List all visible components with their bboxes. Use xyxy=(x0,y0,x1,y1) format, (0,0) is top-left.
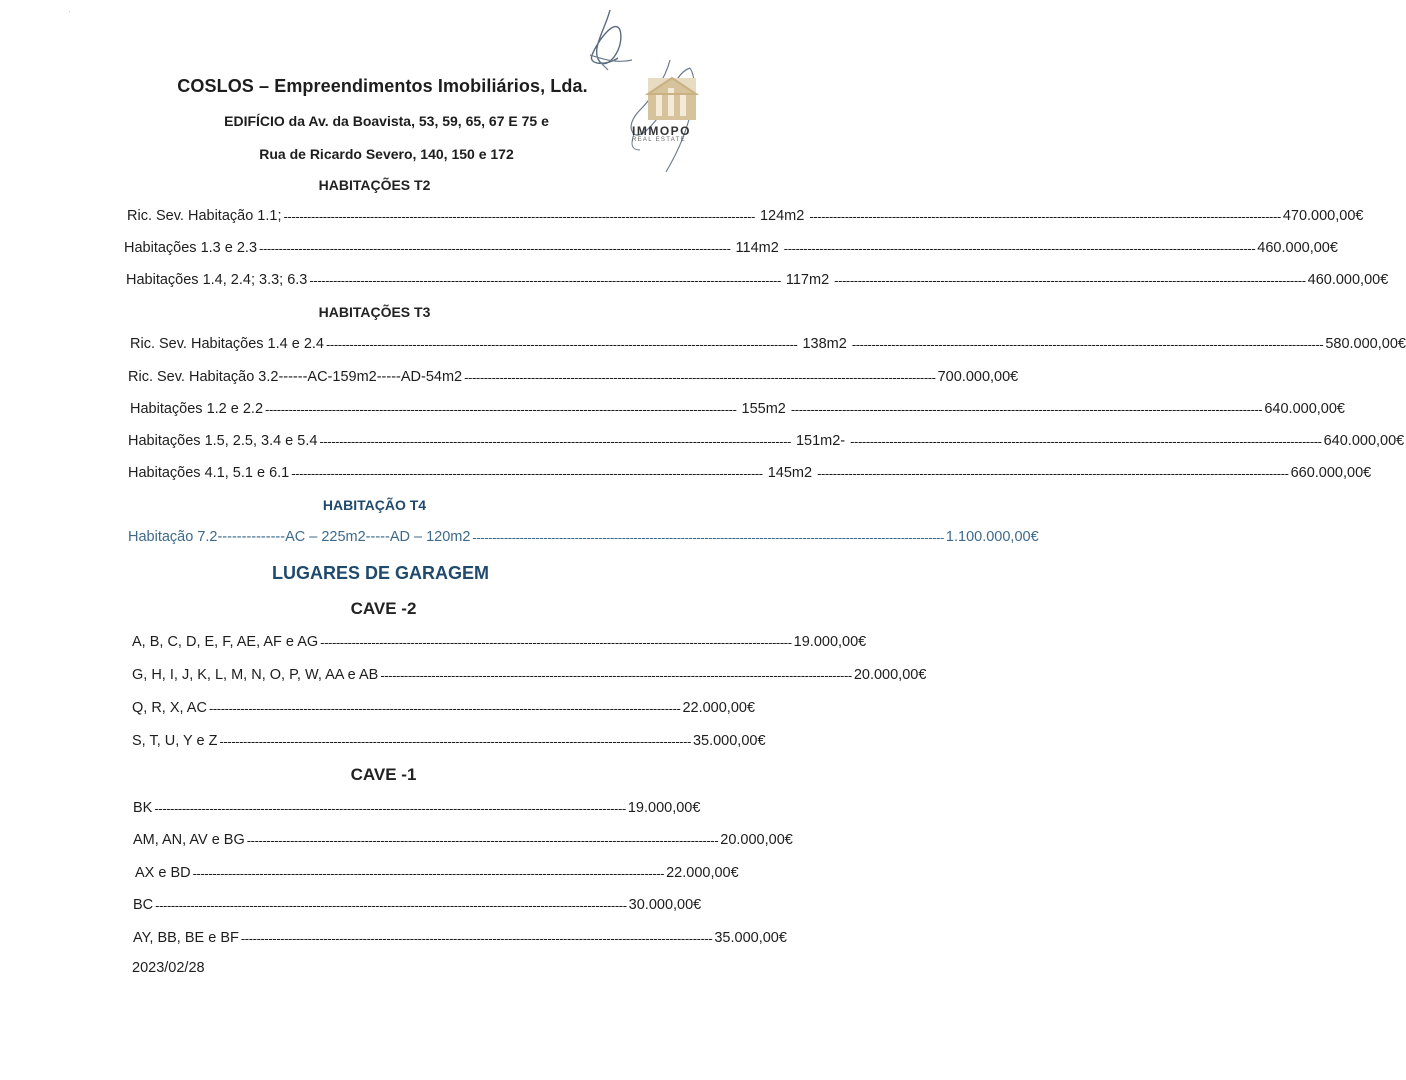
list-item xyxy=(126,269,1389,291)
section-title-garage: LUGARES DE GARAGEM xyxy=(271,563,489,583)
dash-leader: ------------------------------------------------------------------------------------------------------------------------ xyxy=(380,667,852,683)
item-price: 700.000,00€ xyxy=(937,369,1019,385)
item-price: 460.000,00€ xyxy=(1257,240,1338,256)
dash-leader: ------------------------------------------------------------------------------------------------------------------------ xyxy=(283,208,755,224)
dash-leader: ------------------------------------------------------------------------------------------------------------------------ xyxy=(155,897,627,913)
dash-leader: ------------------------------------------------------------------------------------------------------------------------ xyxy=(319,433,791,449)
item-label: BK xyxy=(133,800,153,816)
item-price: 1.100.000,00€ xyxy=(945,529,1039,545)
item-label: AM, AN, AV e BG xyxy=(133,832,245,848)
item-price: 22.000,00€ xyxy=(666,865,739,881)
item-label: Habitações 4.1, 5.1 e 6.1 xyxy=(128,465,290,481)
item-label: G, H, I, J, K, L, M, N, O, P, W, AA e AB xyxy=(132,667,379,683)
item-label: BC xyxy=(133,897,154,913)
dash-leader: ------------------------------------------------------------------------------------------------------------------------ xyxy=(309,272,781,288)
list-item xyxy=(133,797,701,819)
item-price: 30.000,00€ xyxy=(628,897,702,913)
list-item xyxy=(128,462,1372,484)
item-price: 460.000,00€ xyxy=(1307,272,1389,288)
company-name: COSLOS – Empreendimentos Imobiliários, Lda. xyxy=(177,76,588,96)
item-label: A, B, C, D, E, F, AE, AF e AG xyxy=(132,634,319,650)
building-address: EDIFÍCIO da Av. da Boavista, 53, 59, 65, 67 E 75 e xyxy=(224,113,549,129)
item-area: 117m2 xyxy=(785,272,830,288)
list-item xyxy=(133,894,702,916)
dash-leader: ------------------------------------------------------------------------------------------------------------------------ xyxy=(809,208,1281,224)
item-price: 35.000,00€ xyxy=(692,733,766,749)
dash-leader: ------------------------------------------------------------------------------------------------------------------------ xyxy=(154,800,626,816)
section-title-cave-1: CAVE -1 xyxy=(350,765,417,784)
item-price: 660.000,00€ xyxy=(1290,465,1372,481)
dash-leader: ------------------------------------------------------------------------------------------------------------------------ xyxy=(208,700,681,716)
dash-leader: ------------------------------------------------------------------------------------------------------------------------ xyxy=(464,369,936,385)
dash-leader: ------------------------------------------------------------------------------------------------------------------------ xyxy=(817,465,1289,481)
item-price: 35.000,00€ xyxy=(714,930,787,946)
list-item xyxy=(133,829,793,851)
item-area: 114m2 xyxy=(735,240,779,256)
item-area: 155m2 xyxy=(741,401,786,417)
list-item xyxy=(127,205,1364,227)
item-price: 22.000,00€ xyxy=(682,700,756,716)
item-area: 138m2 xyxy=(802,336,847,352)
dash-leader: ------------------------------------------------------------------------------------------------------------------------ xyxy=(192,865,665,881)
list-item xyxy=(124,237,1338,259)
item-price: 20.000,00€ xyxy=(853,667,927,683)
item-label: Ric. Sev. Habitações 1.4 e 2.4 xyxy=(130,336,324,352)
item-price: 470.000,00€ xyxy=(1282,208,1364,224)
scan-speck: · xyxy=(68,6,71,16)
document-date: 2023/02/28 xyxy=(132,960,205,976)
dash-leader: ------------------------------------------------------------------------------------------------------------------------ xyxy=(265,401,737,417)
section-title-t3: HABITAÇÕES T3 xyxy=(318,304,431,320)
item-price: 580.000,00€ xyxy=(1325,336,1406,352)
dash-leader: ------------------------------------------------------------------------------------------------------------------------ xyxy=(259,240,731,256)
item-area: 151m2- xyxy=(795,433,846,449)
list-item xyxy=(132,631,867,653)
list-item xyxy=(133,927,787,949)
list-item xyxy=(132,664,927,686)
dash-leader: ------------------------------------------------------------------------------------------------------------------------ xyxy=(834,272,1306,288)
section-title-cave-2: CAVE -2 xyxy=(350,599,417,618)
dash-leader: ------------------------------------------------------------------------------------------------------------------------ xyxy=(291,465,763,481)
item-label: Habitações 1.2 e 2.2 xyxy=(130,401,264,417)
list-item xyxy=(130,333,1406,355)
dash-leader: ------------------------------------------------------------------------------------------------------------------------ xyxy=(790,401,1263,417)
item-label: Habitações 1.4, 2.4; 3.3; 6.3 xyxy=(126,272,308,288)
item-area: 145m2 xyxy=(767,465,813,481)
logo-name: IMMOPO xyxy=(632,124,691,138)
street-address: Rua de Ricardo Severo, 140, 150 e 172 xyxy=(259,146,514,162)
dash-leader: ------------------------------------------------------------------------------------------------------------------------ xyxy=(246,832,719,848)
dash-leader: ------------------------------------------------------------------------------------------------------------------------ xyxy=(851,336,1324,352)
item-area: 124m2 xyxy=(759,208,805,224)
dash-leader: ------------------------------------------------------------------------------------------------------------------------ xyxy=(783,240,1256,256)
item-price: 640.000,00€ xyxy=(1264,401,1345,417)
item-label: AX e BD xyxy=(135,865,191,881)
list-item xyxy=(132,697,756,719)
item-label: Ric. Sev. Habitação 3.2------AC-159m2-----AD-54m2 xyxy=(128,369,463,385)
list-item xyxy=(130,398,1345,420)
list-item xyxy=(135,862,739,884)
list-item xyxy=(128,526,1039,548)
dash-leader: ------------------------------------------------------------------------------------------------------------------------ xyxy=(219,733,691,749)
item-price: 640.000,00€ xyxy=(1323,433,1405,449)
logo-tagline: REAL ESTATE xyxy=(632,137,686,143)
list-item xyxy=(128,366,1019,388)
dash-leader: ------------------------------------------------------------------------------------------------------------------------ xyxy=(240,930,713,946)
section-title-t2: HABITAÇÕES T2 xyxy=(318,177,431,193)
dash-leader: ------------------------------------------------------------------------------------------------------------------------ xyxy=(472,529,944,545)
item-price: 19.000,00€ xyxy=(627,800,701,816)
item-label: Habitações 1.3 e 2.3 xyxy=(124,240,258,256)
list-item xyxy=(132,730,766,752)
section-title-t4: HABITAÇÃO T4 xyxy=(322,497,427,513)
dash-leader: ------------------------------------------------------------------------------------------------------------------------ xyxy=(850,433,1322,449)
dash-leader: ------------------------------------------------------------------------------------------------------------------------ xyxy=(325,336,798,352)
item-label: Q, R, X, AC xyxy=(132,700,207,716)
item-price: 20.000,00€ xyxy=(720,832,793,848)
list-item xyxy=(128,430,1405,452)
item-label: Habitações 1.5, 2.5, 3.4 e 5.4 xyxy=(128,433,318,449)
item-label: Habitação 7.2--------------AC – 225m2-----AD – 120m2 xyxy=(128,529,471,545)
dash-leader: ------------------------------------------------------------------------------------------------------------------------ xyxy=(320,634,792,650)
item-label: AY, BB, BE e BF xyxy=(133,930,239,946)
item-label: S, T, U, Y e Z xyxy=(132,733,218,749)
item-price: 19.000,00€ xyxy=(793,634,867,650)
item-label: Ric. Sev. Habitação 1.1; xyxy=(127,208,282,224)
